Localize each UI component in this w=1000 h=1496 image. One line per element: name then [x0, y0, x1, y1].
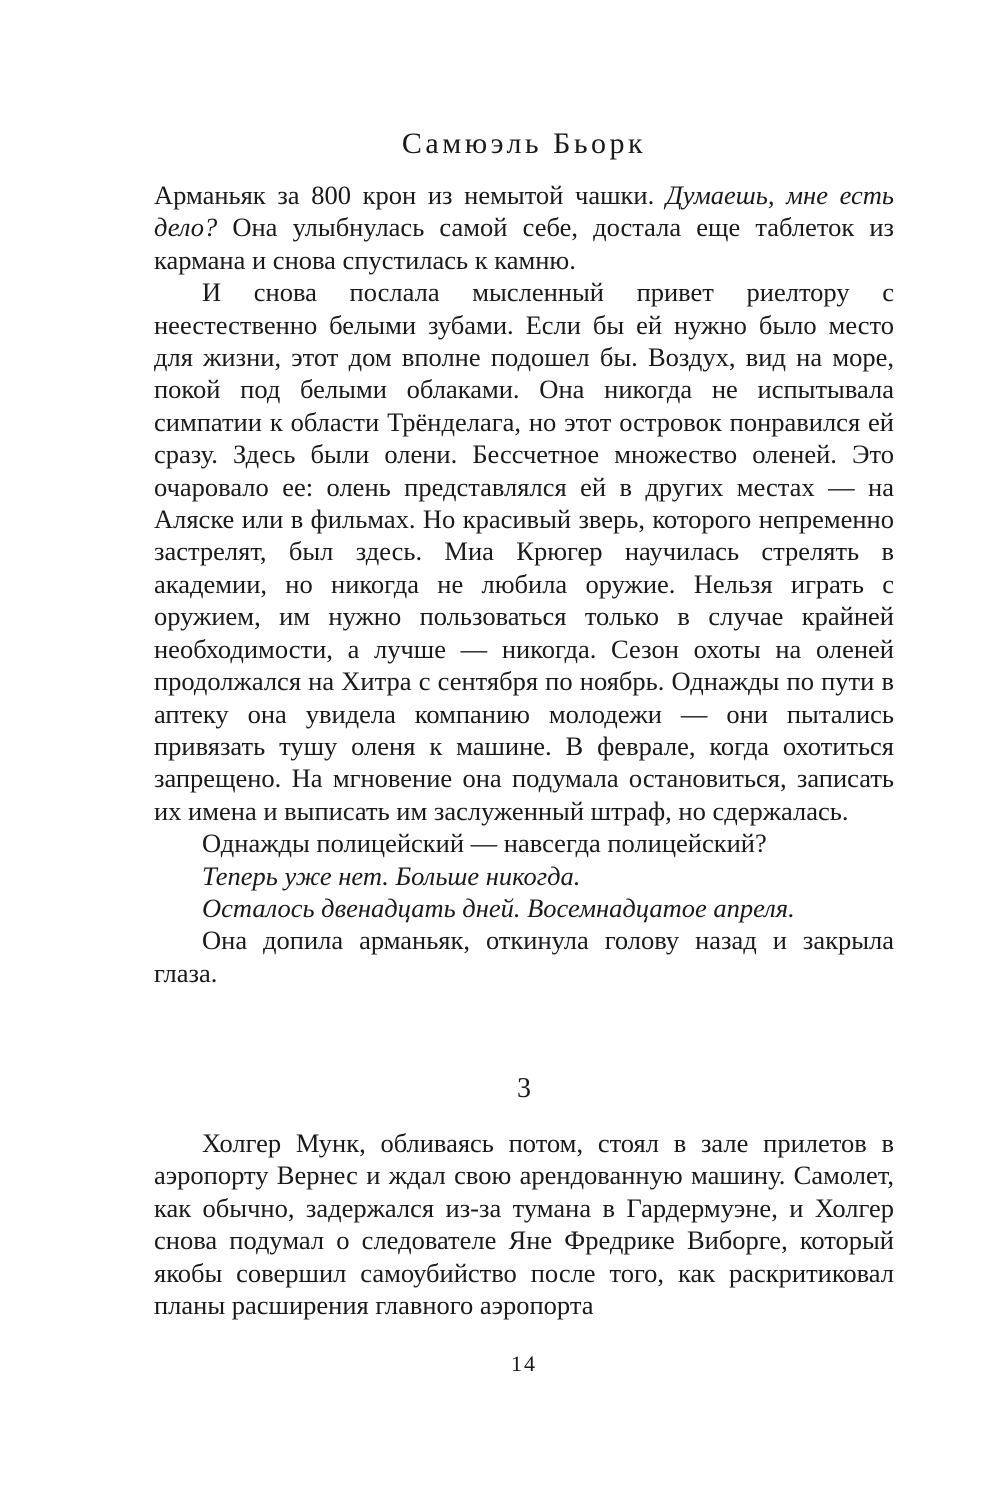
page-number: 14 — [511, 1351, 537, 1376]
chapter-number: 3 — [517, 1073, 531, 1104]
running-head: Самюэль Бьорк — [401, 127, 647, 160]
body-text — [154, 179, 894, 989]
paragraph-6: Она допила арманьяк, откинула голову назад и закрыла глаза. — [154, 925, 894, 988]
paragraph-5 — [154, 892, 894, 924]
paragraph-2: И снова послала мысленный привет риелтору с неестественно белыми зубами. Если бы ей нужно было место для жизни, этот дом вполне подошел бы. Воздух, вид на море, покой под белыми облаками. Она никогда не испытывала симпатии к области Трёнделага, но этот островок понравился ей сразу. Здесь были олени. Бессчетное множество оленей. Это очаровало ее: олень представлялся ей в других местах — на Аляске или в фильмах. Но красивый зверь, которого непременно застрелят, был здесь. Миа Крюгер научилась стрелять в академии, но никогда не любила оружие. Нельзя играть с оружием, им нужно пользоваться только в случае крайней необходимости, а лучше — никогда. Сезон охоты на оленей продолжался на Хитра с сентября по ноябрь. Однажды по пути в аптеку она увидела компанию молодежи — они пытались привязать тушу оленя к машине. В феврале, когда охотиться запрещено. На мгновение она подумала остановиться, записать их имена и выписать им заслуженный штраф, но сдержалась. — [154, 277, 894, 826]
paragraph-1-italic-part: Думаешь, мне есть дело? — [154, 180, 894, 243]
chapter-text — [154, 1127, 894, 1321]
paragraph-1-part-3: Она улыбнулась самой себе, достала еще таблеток из кармана и снова спустилась к камню. — [154, 212, 894, 275]
chapter-paragraph: Холгер Мунк, обливаясь потом, стоял в зале прилетов в аэропорту Вернес и ждал свою арендованную машину. Самолет, как обычно, задержался из-за тумана в Гардермуэне, и Холгер снова подумал о следователе Яне Фредрике Виборге, который якобы совершил самоубийство после того, как раскритиковал планы расширения главного аэропорта — [154, 1128, 894, 1321]
paragraph-1 — [154, 179, 894, 276]
paragraph-4-italic: Теперь уже нет. Больше никогда. — [202, 860, 581, 891]
paragraph-3: Однажды полицейский — навсегда полицейский? — [202, 828, 767, 859]
paragraph-5-italic: Осталось двенадцать дней. Восемнадцатое апреля. — [202, 892, 795, 923]
paragraph-1-part-1: Арманьяк за 800 крон из немытой чашки. — [154, 180, 666, 210]
paragraph-4 — [154, 860, 894, 892]
